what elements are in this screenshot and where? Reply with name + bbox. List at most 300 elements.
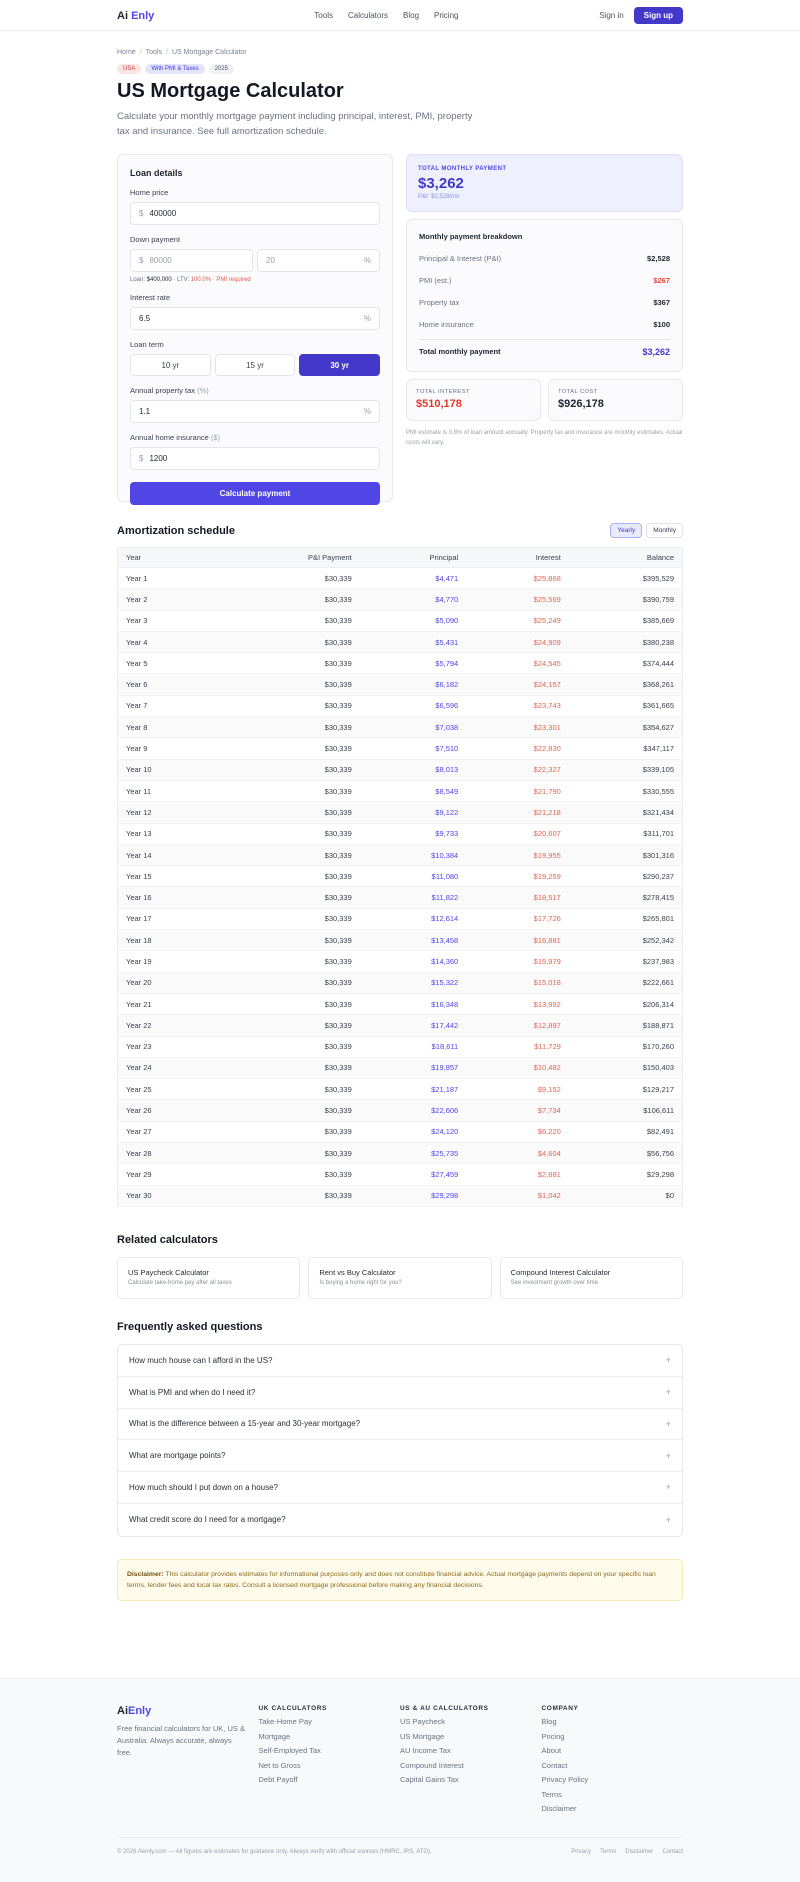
nav-calculators[interactable]: Calculators (347, 11, 388, 20)
term-10yr-button[interactable]: 10 yr (130, 354, 211, 376)
footer-columns (117, 1705, 683, 1814)
cell-interest: $24,545 (466, 653, 569, 674)
cell-year: Year 16 (118, 887, 218, 908)
cell-balance: $252,342 (569, 930, 683, 951)
cell-balance: $56,756 (569, 1143, 683, 1164)
insurance-input[interactable] (130, 447, 380, 470)
cell-year: Year 3 (118, 610, 218, 631)
cell-interest: $1,042 (466, 1185, 569, 1206)
related-card-compound[interactable] (500, 1257, 683, 1299)
cell-interest: $17,726 (466, 908, 569, 929)
cell-balance: $339,105 (569, 759, 683, 780)
footer-col-us (400, 1705, 542, 1814)
cell-payment: $30,339 (218, 568, 360, 589)
insurance-unit: ($) (210, 433, 221, 442)
faq-list (117, 1344, 683, 1537)
cell-year: Year 10 (118, 759, 218, 780)
cell-payment: $30,339 (218, 674, 360, 695)
footer-logo[interactable] (117, 1705, 259, 1717)
related-card-desc: Is buying a home right for you? (319, 1279, 402, 1286)
cell-interest: $12,897 (466, 1015, 569, 1036)
results-panel (406, 154, 683, 502)
disclaimer-text: This calculator provides estimates for informational purposes only and does not constitute financial advice. Actual mortgage payments depend on your specific loan terms, lender fees and local tax rates. Consult a licensed mortgage professional before making any financial decisions. (127, 1570, 656, 1589)
amortization-title: Amortization schedule (117, 524, 235, 537)
cell-year: Year 11 (118, 780, 218, 801)
footer-link[interactable]: Debt Payoff (258, 1775, 298, 1785)
cell-payment: $30,339 (218, 1036, 360, 1057)
cell-principal: $19,857 (360, 1057, 466, 1078)
cell-balance: $361,665 (569, 695, 683, 716)
cell-year: Year 26 (118, 1100, 218, 1121)
cell-principal: $5,090 (360, 610, 466, 631)
cell-payment: $30,339 (218, 802, 360, 823)
table-row (118, 1057, 683, 1078)
breadcrumb-separator: / (139, 49, 142, 56)
footer-link[interactable]: Mortgage (258, 1731, 291, 1741)
term-30yr-button[interactable]: 30 yr (299, 354, 380, 376)
col-balance: Balance (569, 548, 683, 568)
faq-item[interactable] (118, 1472, 682, 1504)
cell-year: Year 7 (118, 695, 218, 716)
faq-item[interactable] (118, 1377, 682, 1409)
col-interest: Interest (466, 548, 569, 568)
cell-interest: $19,955 (466, 844, 569, 865)
related-card-title: US Paycheck Calculator (128, 1267, 209, 1277)
signup-button[interactable]: Sign up (634, 7, 683, 24)
related-card-rent-vs-buy[interactable] (308, 1257, 491, 1299)
nav-blog[interactable]: Blog (403, 11, 420, 20)
cell-principal: $15,322 (360, 972, 466, 993)
related-card-desc: Calculate take-home pay after all taxes (128, 1279, 232, 1286)
cell-interest: $19,259 (466, 866, 569, 887)
auth-links (599, 7, 683, 24)
table-row (118, 1036, 683, 1057)
cell-principal: $5,431 (360, 631, 466, 652)
table-row (118, 1100, 683, 1121)
insurance-label-text: Annual home insurance (130, 433, 209, 442)
table-row (118, 930, 683, 951)
totals-row (406, 379, 683, 421)
cell-balance: $0 (569, 1185, 683, 1206)
related-calculators (117, 1257, 683, 1299)
dollar-icon: $ (139, 209, 144, 218)
footer-privacy-link[interactable]: Privacy (571, 1849, 591, 1856)
footer-col-title: UK CALCULATORS (258, 1704, 327, 1712)
percent-icon: % (363, 407, 371, 416)
col-payment: P&I Payment (218, 548, 360, 568)
total-cost-card (548, 379, 683, 421)
cell-balance: $106,611 (569, 1100, 683, 1121)
cell-principal: $21,187 (360, 1079, 466, 1100)
footer-bottom (117, 1837, 683, 1855)
cell-principal: $13,458 (360, 930, 466, 951)
cell-principal: $11,822 (360, 887, 466, 908)
cell-year: Year 22 (118, 1015, 218, 1036)
table-row (118, 951, 683, 972)
total-cost-value: $926,178 (558, 398, 604, 410)
cell-year: Year 18 (118, 930, 218, 951)
copyright: © 2026 Aienly.com — All figures are estimates for guidance only. Always verify with official sources (HMRC, IRS, ATO). (117, 1849, 432, 1856)
cell-balance: $150,403 (569, 1057, 683, 1078)
cell-principal: $10,384 (360, 844, 466, 865)
cell-year: Year 28 (118, 1143, 218, 1164)
col-principal: Principal (360, 548, 466, 568)
faq-item[interactable] (118, 1345, 682, 1377)
cell-interest: $21,790 (466, 780, 569, 801)
cell-interest: $22,327 (466, 759, 569, 780)
total-label: TOTAL MONTHLY PAYMENT (418, 166, 507, 172)
cell-balance: $368,261 (569, 674, 683, 695)
monthly-toggle[interactable]: Monthly (646, 523, 683, 538)
cell-principal: $14,360 (360, 951, 466, 972)
pmi-note: PMI estimate is 0.8% of loan amount annually. Property tax and insurance are monthly estimates. Actual costs will vary. (406, 430, 683, 446)
cell-balance: $395,529 (569, 568, 683, 589)
hint-ltv-label: · LTV: (171, 277, 191, 283)
cell-payment: $30,339 (218, 930, 360, 951)
footer-link[interactable]: Privacy Policy (541, 1775, 589, 1785)
footer-link[interactable]: Capital Gains Tax (400, 1775, 459, 1785)
cell-principal: $29,298 (360, 1185, 466, 1206)
cell-balance: $374,444 (569, 653, 683, 674)
cell-payment: $30,339 (218, 1100, 360, 1121)
tax-input[interactable] (130, 400, 380, 423)
footer-link[interactable]: Take-Home Pay (258, 1717, 312, 1727)
footer-col-title: US & AU CALCULATORS (400, 1704, 489, 1712)
cell-interest: $11,729 (466, 1036, 569, 1057)
cell-year: Year 15 (118, 866, 218, 887)
cell-payment: $30,339 (218, 866, 360, 887)
badges (117, 64, 683, 74)
footer-link[interactable]: Net to Gross (258, 1760, 301, 1770)
cell-interest: $20,607 (466, 823, 569, 844)
tax-unit: (%) (197, 386, 209, 395)
faq-item[interactable] (118, 1440, 682, 1472)
footer-link[interactable]: Compound Interest (400, 1760, 464, 1770)
yearly-toggle[interactable]: Yearly (610, 523, 642, 538)
cell-payment: $30,339 (218, 1121, 360, 1142)
footer-contact-link[interactable]: Contact (662, 1849, 683, 1856)
faq-question: What credit score do I need for a mortgage? (129, 1515, 286, 1525)
cell-principal: $25,735 (360, 1143, 466, 1164)
cell-interest: $24,909 (466, 631, 569, 652)
cell-year: Year 17 (118, 908, 218, 929)
table-header-row (118, 548, 683, 568)
cell-year: Year 6 (118, 674, 218, 695)
cell-interest: $6,220 (466, 1121, 569, 1142)
cell-balance: $237,983 (569, 951, 683, 972)
cell-interest: $25,249 (466, 610, 569, 631)
disclaimer-label: Disclaimer: (127, 1570, 164, 1578)
rate-input[interactable] (130, 307, 380, 330)
table-row (118, 610, 683, 631)
logo-ai: Ai (117, 9, 128, 22)
cell-payment: $30,339 (218, 972, 360, 993)
table-row (118, 823, 683, 844)
top-navbar (0, 0, 800, 31)
cell-principal: $7,510 (360, 738, 466, 759)
breakdown-title: Monthly payment breakdown (419, 232, 523, 241)
tax-label (130, 386, 380, 395)
cell-interest: $23,301 (466, 717, 569, 738)
cell-principal: $7,038 (360, 717, 466, 738)
cell-balance: $311,701 (569, 823, 683, 844)
cell-payment: $30,339 (218, 1185, 360, 1206)
nav-tools[interactable]: Tools (314, 11, 333, 20)
cell-balance: $188,871 (569, 1015, 683, 1036)
cell-payment: $30,339 (218, 1015, 360, 1036)
cell-interest: $10,482 (466, 1057, 569, 1078)
hint-ltv-value: 100.0% (190, 277, 212, 283)
loan-form (117, 154, 393, 502)
footer-col-company (542, 1705, 684, 1814)
table-row (118, 653, 683, 674)
related-card-desc: See investment growth over time (510, 1279, 599, 1286)
table-row (118, 1121, 683, 1142)
footer-disclaimer-link[interactable]: Disclaimer (625, 1849, 654, 1856)
cell-balance: $265,801 (569, 908, 683, 929)
faq-question: What is PMI and when do I need it? (129, 1387, 256, 1397)
cell-balance: $321,434 (569, 802, 683, 823)
cell-principal: $9,733 (360, 823, 466, 844)
cell-payment: $30,339 (218, 738, 360, 759)
down-payment-row (130, 244, 380, 272)
cell-balance: $347,117 (569, 738, 683, 759)
total-cost-label: TOTAL COST (558, 389, 598, 395)
calculator (117, 154, 683, 502)
total-interest-value: $510,178 (416, 398, 462, 410)
table-row (118, 717, 683, 738)
breakdown-value: $2,528 (647, 253, 670, 263)
cell-year: Year 20 (118, 972, 218, 993)
breakdown-label: Property tax (419, 297, 460, 307)
cell-payment: $30,339 (218, 1057, 360, 1078)
cell-principal: $4,471 (360, 568, 466, 589)
cell-interest: $24,157 (466, 674, 569, 695)
cell-interest: $21,218 (466, 802, 569, 823)
cell-interest: $9,152 (466, 1079, 569, 1100)
breakdown-label: PMI (est.) (419, 275, 452, 285)
faq-title: Frequently asked questions (117, 1320, 263, 1333)
breakdown-total-row (419, 339, 670, 361)
logo-ai: Ai (117, 1704, 128, 1717)
col-year: Year (118, 548, 218, 568)
cell-balance: $390,759 (569, 589, 683, 610)
cell-year: Year 25 (118, 1079, 218, 1100)
cell-principal: $8,013 (360, 759, 466, 780)
footer-link[interactable]: Disclaimer (541, 1804, 577, 1814)
tax-value: 1.1 (139, 407, 151, 416)
cell-payment: $30,339 (218, 610, 360, 631)
table-row (118, 802, 683, 823)
related-card-paycheck[interactable] (117, 1257, 300, 1299)
cell-payment: $30,339 (218, 1079, 360, 1100)
down-amount-input[interactable] (130, 249, 253, 272)
table-row (118, 631, 683, 652)
table-body (118, 568, 683, 1207)
cell-principal: $17,442 (360, 1015, 466, 1036)
cell-payment: $30,339 (218, 908, 360, 929)
plus-icon: + (665, 1450, 671, 1461)
cell-payment: $30,339 (218, 844, 360, 865)
footer-brand (117, 1705, 259, 1814)
table-row (118, 908, 683, 929)
table-row (118, 759, 683, 780)
cell-balance: $206,314 (569, 993, 683, 1014)
cell-payment: $30,339 (218, 589, 360, 610)
cell-balance: $222,661 (569, 972, 683, 993)
breadcrumb-tools[interactable]: Tools (145, 49, 162, 56)
cell-balance: $170,260 (569, 1036, 683, 1057)
table-row (118, 568, 683, 589)
cell-interest: $7,734 (466, 1100, 569, 1121)
down-amount-placeholder: 80000 (149, 256, 172, 265)
total-interest-card (406, 379, 541, 421)
cell-balance: $290,237 (569, 866, 683, 887)
cell-payment: $30,339 (218, 780, 360, 801)
page-title: US Mortgage Calculator (117, 80, 344, 102)
footer-link[interactable]: Pricing (541, 1731, 565, 1741)
logo[interactable] (117, 10, 154, 22)
cell-payment: $30,339 (218, 653, 360, 674)
cell-balance: $380,238 (569, 631, 683, 652)
dollar-icon: $ (139, 454, 144, 463)
footer-link[interactable]: Terms (541, 1789, 562, 1799)
cell-payment: $30,339 (218, 695, 360, 716)
nav-pricing[interactable]: Pricing (434, 11, 459, 20)
cell-principal: $8,549 (360, 780, 466, 801)
related-title: Related calculators (117, 1233, 218, 1246)
cell-year: Year 4 (118, 631, 218, 652)
footer (0, 1678, 800, 1882)
cell-interest: $16,881 (466, 930, 569, 951)
table-row (118, 780, 683, 801)
footer-bottom-links (571, 1849, 683, 1855)
breakdown-total-value: $3,262 (642, 346, 670, 357)
breakdown-value: $100 (653, 319, 670, 329)
related-card-title: Rent vs Buy Calculator (319, 1267, 396, 1277)
breakdown-label: Principal & Interest (P&I) (419, 253, 502, 263)
table-row (118, 887, 683, 908)
footer-terms-link[interactable]: Terms (599, 1849, 617, 1856)
cell-balance: $301,316 (569, 844, 683, 865)
breadcrumb-separator: / (165, 49, 168, 56)
cell-principal: $11,080 (360, 866, 466, 887)
cell-principal: $18,611 (360, 1036, 466, 1057)
main-nav (314, 11, 458, 20)
cell-interest: $23,743 (466, 695, 569, 716)
term-15yr-button[interactable]: 15 yr (215, 354, 296, 376)
footer-link[interactable]: US Paycheck (400, 1717, 446, 1727)
breakdown-row (419, 247, 670, 269)
badge-year: 2025 (209, 64, 234, 74)
cell-principal: $16,348 (360, 993, 466, 1014)
table-row (118, 972, 683, 993)
cell-interest: $25,569 (466, 589, 569, 610)
pi-subtext: P&I: $2,528/mo (418, 194, 460, 200)
footer-col-uk (259, 1705, 401, 1814)
cell-year: Year 12 (118, 802, 218, 823)
footer-link[interactable]: AU Income Tax (400, 1746, 451, 1756)
cell-balance: $129,217 (569, 1079, 683, 1100)
breakdown-value: $267 (653, 275, 670, 285)
cell-payment: $30,339 (218, 759, 360, 780)
table-row (118, 1164, 683, 1185)
total-interest-label: TOTAL INTEREST (416, 389, 470, 395)
badge-usa: USA (117, 64, 141, 74)
cell-balance: $278,415 (569, 887, 683, 908)
cell-payment: $30,339 (218, 717, 360, 738)
cell-year: Year 24 (118, 1057, 218, 1078)
home-price-input[interactable] (130, 202, 380, 225)
breadcrumb-current: US Mortgage Calculator (171, 49, 247, 56)
cell-year: Year 5 (118, 653, 218, 674)
footer-col-title: COMPANY (541, 1704, 579, 1712)
cell-year: Year 27 (118, 1121, 218, 1142)
table-row (118, 1185, 683, 1206)
cell-payment: $30,339 (218, 993, 360, 1014)
cell-principal: $22,606 (360, 1100, 466, 1121)
hint-loan-value: $400,000 (146, 277, 172, 283)
table-row (118, 844, 683, 865)
cell-interest: $13,992 (466, 993, 569, 1014)
breakdown-total-label: Total monthly payment (419, 347, 501, 356)
table-row (118, 674, 683, 695)
form-title: Loan details (130, 168, 183, 178)
cell-year: Year 29 (118, 1164, 218, 1185)
total-value: $3,262 (418, 175, 464, 192)
cell-principal: $24,120 (360, 1121, 466, 1142)
footer-link[interactable]: Self-Employed Tax (258, 1746, 321, 1756)
footer-link[interactable]: About (541, 1746, 562, 1756)
cell-principal: $27,459 (360, 1164, 466, 1185)
home-price-value: 400000 (149, 209, 177, 218)
cell-balance: $385,669 (569, 610, 683, 631)
signin-link[interactable]: Sign in (599, 11, 624, 20)
cell-year: Year 21 (118, 993, 218, 1014)
faq-item[interactable] (118, 1504, 682, 1536)
cell-year: Year 30 (118, 1185, 218, 1206)
cell-year: Year 8 (118, 717, 218, 738)
cell-year: Year 9 (118, 738, 218, 759)
footer-link[interactable]: US Mortgage (400, 1731, 445, 1741)
cell-payment: $30,339 (218, 1143, 360, 1164)
cell-payment: $30,339 (218, 823, 360, 844)
faq-question: How much house can I afford in the US? (129, 1355, 273, 1365)
breadcrumb-home[interactable]: Home (117, 49, 136, 56)
down-percent-input[interactable] (257, 249, 380, 272)
breakdown-label: Home insurance (419, 319, 474, 329)
calculate-button[interactable]: Calculate payment (130, 482, 380, 505)
cell-principal: $6,596 (360, 695, 466, 716)
cell-principal: $9,122 (360, 802, 466, 823)
faq-item[interactable] (118, 1409, 682, 1441)
cell-year: Year 2 (118, 589, 218, 610)
footer-link[interactable]: Blog (541, 1717, 557, 1727)
breakdown-row (419, 291, 670, 313)
main-content (117, 49, 683, 1601)
plus-icon: + (665, 1418, 671, 1429)
breakdown-value: $367 (653, 297, 670, 307)
breakdown-card (406, 219, 683, 372)
logo-enly: Enly (128, 1704, 152, 1717)
cell-year: Year 23 (118, 1036, 218, 1057)
plus-icon: + (665, 1514, 671, 1525)
badge-pmi: With PMI & Taxes (145, 64, 204, 74)
footer-link[interactable]: Contact (541, 1760, 568, 1770)
cell-year: Year 19 (118, 951, 218, 972)
term-selector (130, 354, 380, 376)
logo-enly: Enly (131, 9, 155, 22)
